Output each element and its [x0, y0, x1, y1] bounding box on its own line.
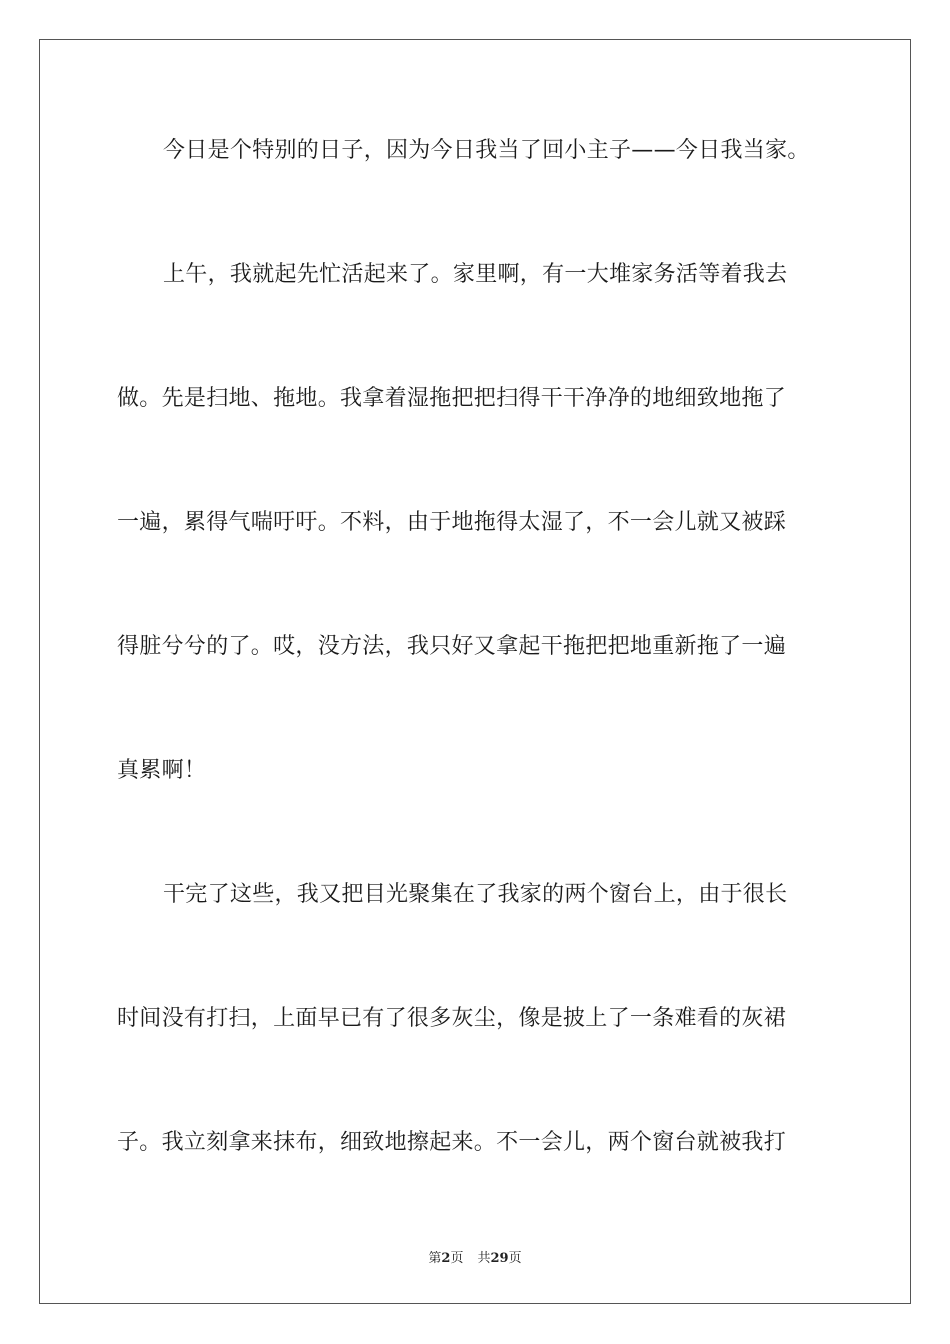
total-page-count: 29 [490, 1251, 509, 1266]
paragraph-line: 得脏兮兮的了。哎，没方法，我只好又拿起干拖把把地重新拖了一遍 [117, 634, 787, 659]
page-prefix: 第 [428, 1251, 442, 1266]
paragraph-line: 上午，我就起先忙活起来了。家里啊，有一大堆家务活等着我去 [163, 262, 788, 287]
page-border [39, 39, 911, 1304]
paragraph-line: 真累啊！ [117, 758, 207, 783]
paragraph-line: 时间没有打扫，上面早已有了很多灰尘，像是披上了一条难看的灰裙 [117, 1006, 787, 1031]
page-footer [0, 1247, 950, 1266]
total-prefix: 共 [477, 1251, 491, 1266]
page-suffix: 页 [450, 1251, 464, 1266]
paragraph-line: 干完了这些，我又把目光聚集在了我家的两个窗台上，由于很长 [163, 882, 788, 907]
total-suffix: 页 [508, 1251, 522, 1266]
current-page-number: 2 [441, 1251, 451, 1266]
paragraph-line: 今日是个特别的日子，因为今日我当了回小主子——今日我当家。 [163, 138, 810, 163]
paragraph-line: 一遍，累得气喘吁吁。不料，由于地拖得太湿了，不一会儿就又被踩 [117, 510, 787, 535]
paragraph-line: 做。先是扫地、拖地。我拿着湿拖把把扫得干干净净的地细致地拖了 [117, 386, 787, 411]
paragraph-line: 子。我立刻拿来抹布，细致地擦起来。不一会儿，两个窗台就被我打 [117, 1130, 787, 1155]
